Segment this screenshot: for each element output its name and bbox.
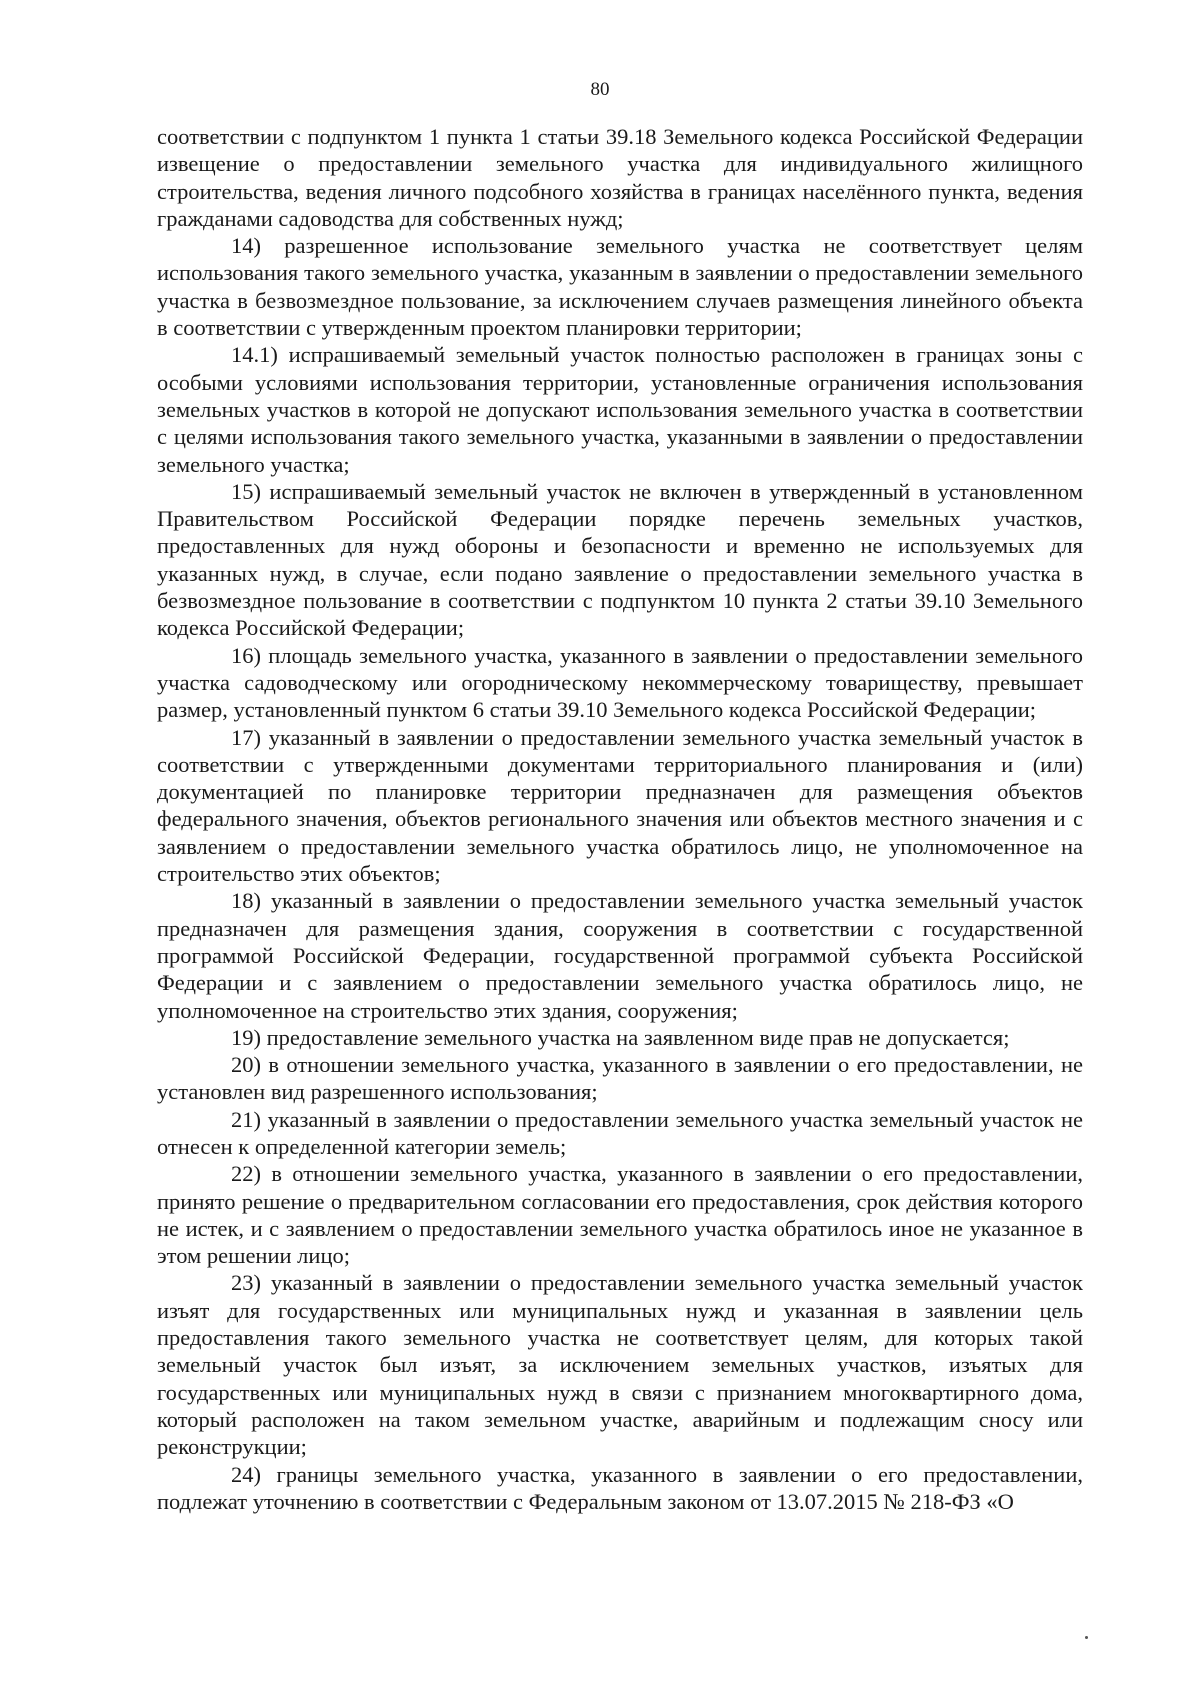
paragraph-item-24: 24) границы земельного участка, указанного в заявлении о его предоставлении, подлежат уточнению в соответствии с Федеральным законом от 13.07.2015 № 218-ФЗ «О bbox=[157, 1461, 1083, 1514]
page-number: 80 bbox=[590, 79, 610, 100]
paragraph-item-15: 15) испрашиваемый земельный участок не включен в утвержденный в установленном Правительством Российской Федерации порядке перечень земельных участков, предоставленных для нужд обороны и безопасности и временно не используемых для указанных нужд, в случае, если подано заявление о предоставлении земельного участка в безвозмездное пользование в соответствии с подпунктом 10 пункта 2 статьи 39.10 Земельного кодекса Российской Федерации; bbox=[157, 478, 1083, 641]
paragraph-item-18: 18) указанный в заявлении о предоставлении земельного участка земельный участок предназначен для размещения здания, сооружения в соответствии с государственной программой Российской Федерации, государственной программой субъекта Российской Федерации и с заявлением о предоставлении земельного участка обратилось лицо, не уполномоченное на строительство этих здания, сооружения; bbox=[157, 888, 1083, 1023]
paragraph-item-17: 17) указанный в заявлении о предоставлении земельного участка земельный участок в соответствии с утвержденными документами территориального планирования и (или) документацией по планировке территории предназначен для размещения объектов федерального значения, объектов регионального значения или объектов местного значения и с заявлением о предоставлении земельного участка обратилось лицо, не уполномоченное на строительство этих объектов; bbox=[157, 724, 1083, 887]
paragraph-item-21: 21) указанный в заявлении о предоставлении земельного участка земельный участок не отнесен к определенной категории земель; bbox=[157, 1106, 1083, 1159]
paragraph-item-19: 19) предоставление земельного участка на заявленном виде прав не допускается; bbox=[231, 1024, 1010, 1050]
scan-speck bbox=[1085, 1636, 1088, 1639]
paragraph-item-22: 22) в отношении земельного участка, указанного в заявлении о его предоставлении, принято решение о предварительном согласовании его предоставления, срок действия которого не истек, и с заявлением о предоставлении земельного участка обратилось иное не указанное в этом решении лицо; bbox=[157, 1161, 1083, 1269]
paragraph-item-23: 23) указанный в заявлении о предоставлении земельного участка земельный участок изъят для государственных или муниципальных нужд и указанная в заявлении цель предоставления такого земельного участка не соответствует целям, для которых такой земельный участок был изъят, за исключением земельных участков, изъятых для государственных или муниципальных нужд в связи с признанием многоквартирного дома, который расположен на таком земельном участке, аварийным и подлежащим сносу или реконструкции; bbox=[157, 1270, 1083, 1460]
paragraph-item-14-1: 14.1) испрашиваемый земельный участок полностью расположен в границах зоны с особыми условиями использования территории, установленные ограничения использования земельных участков в которой не допускают использования земельного участка в соответствии с целями использования такого земельного участка, указанными в заявлении о предоставлении земельного участка; bbox=[157, 342, 1083, 477]
paragraph-item-20: 20) в отношении земельного участка, указанного в заявлении о его предоставлении, не установлен вид разрешенного использования; bbox=[157, 1052, 1083, 1105]
document-body bbox=[157, 123, 1083, 1515]
paragraph-continuation: соответствии с подпунктом 1 пункта 1 статьи 39.18 Земельного кодекса Российской Федерации извещение о предоставлении земельного участка для индивидуального жилищного строительства, ведения личного подсобного хозяйства в границах населённого пункта, ведения гражданами садоводства для собственных нужд; bbox=[157, 124, 1083, 231]
paragraph-item-16: 16) площадь земельного участка, указанного в заявлении о предоставлении земельного участка садоводческому или огородническому некоммерческому товариществу, превышает размер, установленный пунктом 6 статьи 39.10 Земельного кодекса Российской Федерации; bbox=[157, 642, 1083, 723]
paragraph-item-14: 14) разрешенное использование земельного участка не соответствует целям использования такого земельного участка, указанным в заявлении о предоставлении земельного участка в безвозмездное пользование, за исключением случаев размещения линейного объекта в соответствии с утвержденным проектом планировки территории; bbox=[157, 233, 1083, 341]
